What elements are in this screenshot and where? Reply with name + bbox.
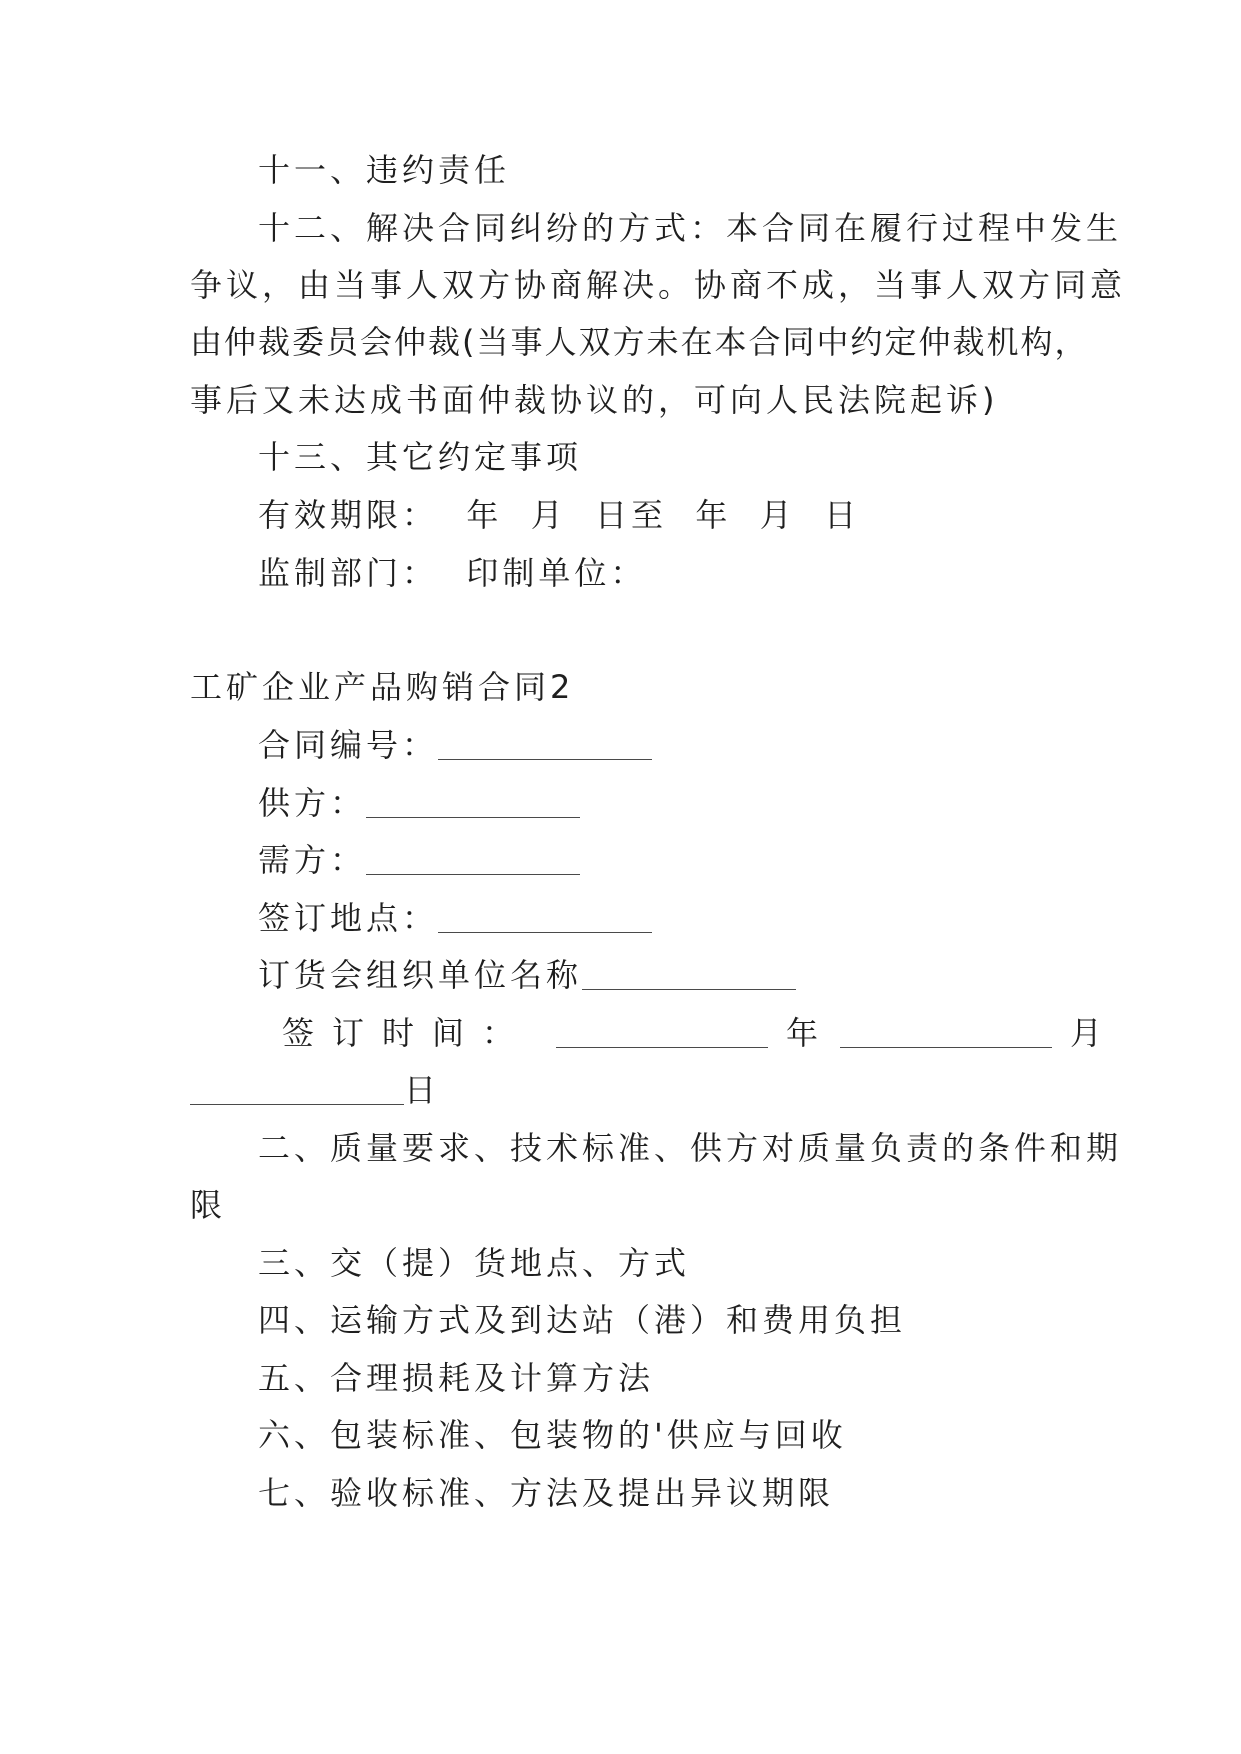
sign-time-label: 签订时间： (282, 1014, 533, 1052)
organizer-blank (582, 988, 796, 990)
clause-2-line-2: 限 (190, 1186, 227, 1224)
clause-2-line-1: 二、质量要求、技术标准、供方对质量负责的条件和期 (258, 1129, 1123, 1167)
clause-12-line-1: 十二、解决合同纠纷的方式：本合同在履行过程中发生 (258, 209, 1123, 247)
contract-number-label: 合同编号： (258, 726, 439, 764)
contract-number-blank (438, 758, 652, 760)
sign-place-blank (438, 931, 652, 933)
year-label: 年 (786, 1014, 823, 1052)
clause-3: 三、交（提）货地点、方式 (258, 1244, 691, 1282)
clause-4: 四、运输方式及到达站（港）和费用负担 (258, 1301, 907, 1339)
organizer-label: 订货会组织单位名称 (258, 956, 583, 994)
buyer-label: 需方： (258, 841, 367, 879)
sign-day-field (190, 1070, 1050, 1110)
sign-month-blank (840, 1046, 1052, 1048)
clause-5: 五、合理损耗及计算方法 (258, 1359, 655, 1397)
contract-number-field (258, 725, 1050, 765)
supplier-blank (366, 816, 580, 818)
clause-12-line-3: 由仲裁委员会仲裁(当事人双方未在本合同中约定仲裁机构， (190, 323, 1089, 361)
clause-7: 七、验收标准、方法及提出异议期限 (258, 1474, 835, 1512)
sign-year-blank (556, 1046, 768, 1048)
month-label: 月 (1070, 1014, 1107, 1052)
clause-12-line-2: 争议，由当事人双方协商解决。协商不成，当事人双方同意 (190, 266, 1127, 304)
sign-place-field (258, 898, 1050, 938)
departments: 监制部门： 印制单位： (258, 554, 647, 592)
sign-place-label: 签订地点： (258, 899, 439, 937)
clause-12-line-4: 事后又未达成书面仲裁协议的，可向人民法院起诉) (190, 381, 999, 419)
buyer-field (258, 840, 1050, 880)
supplier-label: 供方： (258, 784, 367, 822)
organizer-field (258, 955, 1050, 995)
validity-period: 有效期限： 年 月 日至 年 月 日 (258, 496, 861, 534)
day-label: 日 (404, 1071, 441, 1109)
supplier-field (258, 783, 1050, 823)
clause-13: 十三、其它约定事项 (258, 438, 583, 476)
contract-2-title: 工矿企业产品购销合同2 (190, 668, 575, 706)
sign-time-field (282, 1013, 1107, 1053)
clause-6: 六、包装标准、包装物的'供应与回收 (258, 1416, 847, 1454)
buyer-blank (366, 873, 580, 875)
sign-day-blank (190, 1103, 404, 1105)
clause-11: 十一、违约责任 (258, 151, 511, 189)
